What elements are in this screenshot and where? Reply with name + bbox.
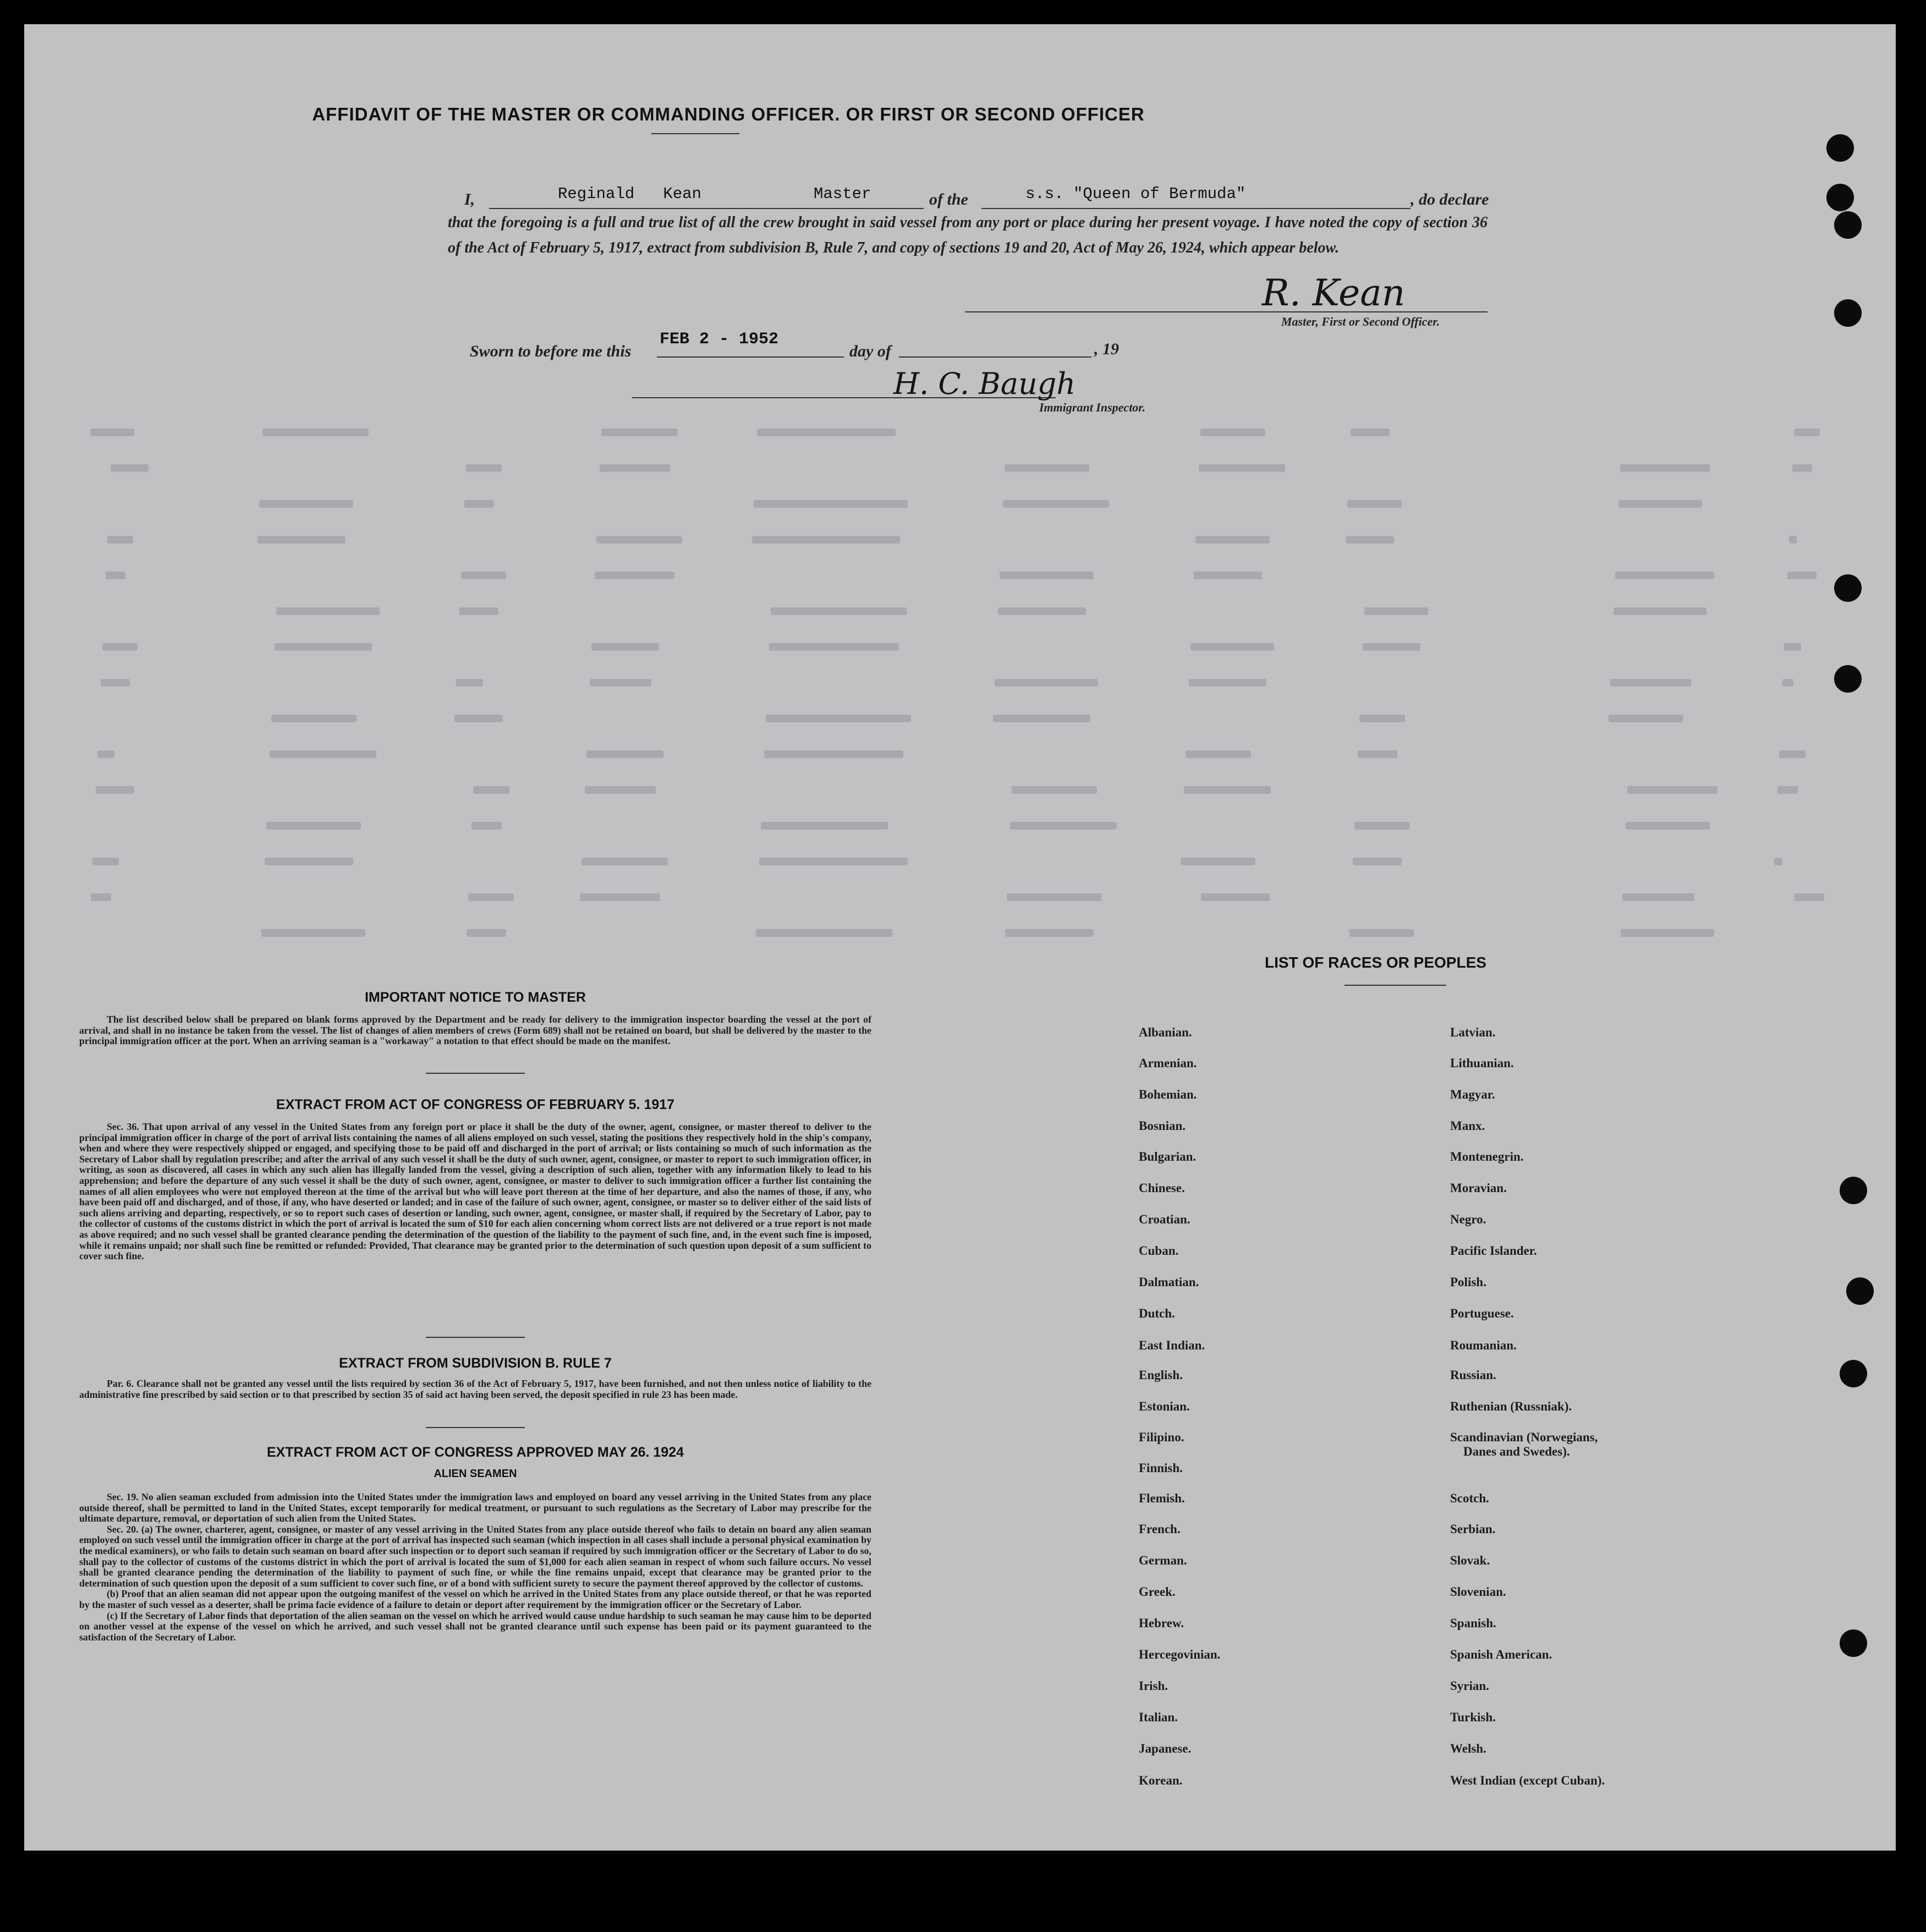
bleed-mark: [101, 679, 130, 687]
race-item: Russian.: [1450, 1368, 1496, 1382]
section-divider: [426, 1073, 525, 1074]
bleed-mark: [276, 607, 380, 615]
race-item: Hebrew.: [1139, 1616, 1184, 1630]
bleed-mark: [1622, 893, 1694, 901]
race-item: Polish.: [1450, 1275, 1486, 1289]
bleed-mark: [1010, 822, 1117, 830]
bleed-mark: [771, 607, 907, 615]
race-item: Cuban.: [1139, 1244, 1179, 1258]
bleed-mark: [586, 750, 663, 758]
race-item: Turkish.: [1450, 1710, 1496, 1724]
bleed-mark: [590, 679, 651, 687]
race-item: Spanish American.: [1450, 1648, 1552, 1661]
bleed-mark: [766, 715, 911, 722]
bleed-mark: [459, 607, 498, 615]
bleed-mark: [1789, 536, 1797, 544]
bleed-mark: [1794, 429, 1820, 436]
bleed-mark: [270, 750, 376, 758]
manifest-page: [24, 24, 1896, 1851]
bleed-mark: [585, 786, 656, 794]
rule-7-body: [79, 1379, 871, 1400]
bleed-mark: [262, 429, 369, 436]
bleed-mark: [266, 822, 361, 830]
notice-title: IMPORTANT NOTICE TO MASTER: [365, 990, 586, 1005]
bleed-mark: [1005, 929, 1094, 937]
bleed-mark: [1620, 464, 1710, 472]
bleed-mark: [1349, 929, 1414, 937]
race-item: Magyar.: [1450, 1088, 1495, 1101]
race-item: Dalmatian.: [1139, 1275, 1199, 1289]
bleed-mark: [90, 429, 134, 436]
notice-paragraph: The list described below shall be prepared on blank forms approved by the Department and be ready for delivery to the immigration inspector boarding the vessel at the port of arrival, and shall in no instance be taken from the vessel. The list of changes of alien members of crews (Form 689) shall not be retained on board, but shall be delivered by the master to the principal immigration officer at the port. When an arriving seaman is a "workaway" a notation to that effect should be made on the manifest.: [79, 1014, 871, 1047]
vessel-rule: [981, 208, 1411, 209]
bleed-mark: [91, 893, 111, 901]
race-item: Irish.: [1139, 1679, 1168, 1693]
bleed-mark: [1353, 858, 1402, 865]
bleed-mark: [461, 572, 506, 579]
master-name: Reginald Kean: [558, 185, 702, 203]
race-item: Japanese.: [1139, 1742, 1192, 1755]
master-label: Master, First or Second Officer.: [1281, 315, 1440, 328]
race-item: Welsh.: [1450, 1742, 1486, 1755]
punch-hole: [1840, 1177, 1867, 1204]
race-item: Montenegrin.: [1450, 1150, 1524, 1163]
bleed-mark: [111, 464, 149, 472]
bleed-mark: [261, 929, 365, 937]
bleed-mark: [580, 893, 660, 901]
bleed-mark: [1354, 822, 1409, 830]
bleed-mark: [1784, 643, 1801, 651]
name-rule: [489, 208, 924, 209]
bleed-mark: [1194, 572, 1262, 579]
act-1924-body: [79, 1492, 871, 1643]
bleed-mark: [757, 429, 896, 436]
bleed-mark: [1189, 679, 1266, 687]
section-divider: [426, 1427, 525, 1428]
bleed-mark: [754, 500, 908, 508]
rule-7-paragraph-6: Par. 6. Clearance shall not be granted any vessel until the lists required by section 36 of the Act of February 5, 1917, have been furnished, and not then unless notice of liability to the administrative fine prescribed by said section or to that prescribed by section 35 of said act having been served, the deposit specified in rule 23 has been made.: [79, 1378, 871, 1400]
bleed-mark: [995, 679, 1098, 687]
year-prefix: , 19: [1094, 340, 1119, 358]
bleed-mark: [1007, 893, 1101, 901]
race-item: Greek.: [1139, 1585, 1176, 1599]
race-item: Armenian.: [1139, 1056, 1197, 1070]
bleed-mark: [1774, 858, 1782, 865]
race-item: Italian.: [1139, 1710, 1178, 1724]
act-1917-section-36: Sec. 36. That upon arrival of any vessel in the United States from any foreign port or place it shall be the duty of the owner, agent, consignee, or master thereof to deliver to the principal immigration officer in charge of the port of arrival lists containing the names of all aliens employed on such vessel, stating the positions they respectively hold in the ship's company, when and where they were respectively shipped or engaged, and specifying those to be paid off and discharged in the port of arrival; or lists containing so much of such information as the Secretary of Labor shall by regulation prescribe; and after the arrival of any such vessel it shall be the duty of such owner, agent, consignee, or master to report to such immigration officer, in writing, as soon as discovered, all cases in which any such alien has illegally landed from the vessel, giving a description of such alien, together with any information likely to lead to his apprehension; and before the departure of any such vessel it shall be the duty of such owner, agent, consignee, or master to deliver to such immigration officer a further list containing the names of all alien employees who were not employed thereon at the time of the arrival but who will leave port thereon at the time of her departure, and also the names of those, if any, who have been paid off and discharged, and of those, if any, who have deserted or landed; and in case of the failure of such owner, agent, consignee, or master so to deliver either of the said lists of such aliens arriving and departing, respectively, or so to report such cases of desertion or landing, such owner, agent, consignee, or master shall, if required by the Secretary of Labor, pay to the collector of customs of the customs district in which the port of arrival is located the sum of $10 for each alien concerning whom correct lists are not delivered or a true report is not made as above required; and no such vessel shall be granted clearance pending the determination of the question of the liability to the payment of such fine, and, in the event such fine is imposed, while it remains unpaid; nor shall such fine be remitted or refunded: Provided, That clearance may be granted prior to the determination of such question upon deposit of a sum sufficient to cover such fine.: [79, 1121, 871, 1262]
act-1917-body: [79, 1122, 871, 1262]
bleed-mark: [1190, 643, 1274, 651]
bleed-mark: [1609, 715, 1683, 722]
bleed-mark: [96, 786, 134, 794]
act-1924-section-20a: Sec. 20. (a) The owner, charterer, agent, consignee, or master of any vessel arriving in the United States from any place outside thereof who fails to detain on board any alien seaman employed on such vessel until the immigration officer in charge at the port of arrival has inspected such seaman (which inspection in all cases shall include a personal physical examination by the medical examiners), or who fails to detain such seaman on board after such inspection or to deport such seaman if required by such immigration officer or the Secretary of Labor to do so, shall pay to the collector of customs of the customs district in which the port of arrival is located the sum of $1,000 for each alien seaman in respect of whom such failure occurs. No vessel shall be granted clearance pending the determination of the liability to payment of such fine, or while the fine remains unpaid, except that clearance may be granted prior to the determination of such question upon the deposit of a sum sufficient to cover such fine, or of a bond with sufficient surety to secure the payment thereof approved by the collector of customs.: [79, 1523, 871, 1589]
affidavit-title: AFFIDAVIT OF THE MASTER OR COMMANDING OFFICER. OR FIRST OR SECOND OFFICER: [312, 104, 1145, 124]
declaration-of-the: of the: [929, 190, 968, 208]
race-item: German.: [1139, 1554, 1187, 1567]
bleed-mark: [456, 679, 483, 687]
punch-hole: [1834, 299, 1862, 327]
race-item: Spanish.: [1450, 1616, 1496, 1630]
bleed-mark: [1346, 536, 1394, 544]
bleed-mark: [1618, 500, 1702, 508]
race-item: Slovak.: [1450, 1554, 1490, 1567]
bleed-mark: [595, 572, 674, 579]
race-item: Filipino.: [1139, 1430, 1184, 1444]
race-item: English.: [1139, 1368, 1183, 1382]
bleed-mark: [1195, 536, 1270, 544]
race-item: Bohemian.: [1139, 1088, 1197, 1101]
bleed-mark: [1364, 607, 1428, 615]
act-1924-section-20c: (c) If the Secretary of Labor finds that deportation of the alien seaman on the vessel on which he arrived would cause undue hardship to such seaman he may cause him to be deported on another vessel at the expense of the vessel on which he arrived, and such vessel shall not be granted clearance until such expense has been paid or its payment guaranteed to the satisfaction of the Secretary of Labor.: [79, 1610, 871, 1643]
race-item: Pacific Islander.: [1450, 1244, 1537, 1258]
bleed-mark: [1610, 679, 1691, 687]
act-1924-section-20b: (b) Proof that an alien seaman did not appear upon the outgoing manifest of the vessel on which he arrived in the United States from any place outside thereof, or that he was reported by the master of such vessel as a deserter, shall be prima facie evidence of a failure to detain or deport after requirement by the immigration officer or the Secretary of Labor.: [79, 1588, 871, 1610]
bleed-mark: [1351, 429, 1390, 436]
declaration-do-declare: , do declare: [1411, 190, 1489, 208]
bleed-mark: [993, 715, 1090, 722]
punch-hole: [1834, 574, 1862, 602]
bleed-mark: [1184, 786, 1271, 794]
bleed-mark: [1792, 464, 1812, 472]
race-item: Negro.: [1450, 1212, 1486, 1226]
bleed-mark: [106, 572, 125, 579]
bleed-mark: [259, 500, 353, 508]
race-item: Danes and Swedes).: [1463, 1445, 1570, 1458]
declaration-body: that the foregoing is a full and true list of all the crew brought in said vessel from any port or place during her present voyage. I have noted the copy of section 36 of the Act of February 5, 1917, extract from subdivision B, Rule 7, and copy of sections 19 and 20, Act of May 26, 1924, which appear below.: [448, 214, 1488, 256]
race-item: Moravian.: [1450, 1181, 1507, 1195]
act-1924-title: EXTRACT FROM ACT OF CONGRESS APPROVED MAY 26. 1924: [266, 1445, 684, 1460]
race-item: Albanian.: [1139, 1025, 1192, 1039]
bleed-mark: [1359, 715, 1405, 722]
act-1924-section-19: Sec. 19. No alien seaman excluded from admission into the United States under the immigration laws and employed on board any vessel arriving in the United States from any place outside thereof, shall be permitted to land in the United States, except temporarily for medical treatment, or pursuant to such regulations as the Secretary of Labor may prescribe for the ultimate departure, removal, or deportation of such alien from the United States.: [79, 1491, 871, 1524]
race-item: Serbian.: [1450, 1522, 1496, 1536]
bleed-mark: [1200, 429, 1265, 436]
declaration-i: I,: [464, 190, 475, 208]
bleed-mark: [464, 500, 494, 508]
master-signature: R. Kean: [1262, 272, 1406, 314]
bleed-mark: [471, 822, 502, 830]
bleed-mark: [1615, 572, 1714, 579]
bleed-mark: [97, 750, 114, 758]
bleed-mark: [275, 643, 372, 651]
punch-hole: [1826, 184, 1854, 211]
bleed-mark: [1003, 500, 1109, 508]
act-1917-title: EXTRACT FROM ACT OF CONGRESS OF FEBRUARY 5. 1917: [276, 1097, 675, 1112]
race-item: Croatian.: [1139, 1212, 1190, 1226]
bleed-mark: [1795, 893, 1824, 901]
race-item: Manx.: [1450, 1119, 1485, 1133]
race-item: Chinese.: [1139, 1181, 1185, 1195]
bleed-mark: [1777, 786, 1798, 794]
bleed-mark: [1363, 643, 1420, 651]
bleed-mark: [764, 750, 903, 758]
bleed-mark: [454, 715, 503, 722]
bleed-mark: [1000, 572, 1094, 579]
vessel-name: s.s. "Queen of Bermuda": [1025, 185, 1246, 203]
bleed-mark: [591, 643, 659, 651]
race-item: Dutch.: [1139, 1307, 1175, 1320]
bleed-mark: [1186, 750, 1251, 758]
race-item: Portuguese.: [1450, 1307, 1514, 1320]
inspector-label: Immigrant Inspector.: [1039, 400, 1146, 414]
bleed-mark: [271, 715, 356, 722]
bleed-mark: [466, 464, 502, 472]
sworn-rule: [657, 356, 844, 358]
master-signature-rule: [965, 311, 1488, 312]
race-item: West Indian (except Cuban).: [1450, 1774, 1605, 1787]
race-item: Slovenian.: [1450, 1585, 1506, 1599]
bleed-mark: [1012, 786, 1097, 794]
race-item: Estonian.: [1139, 1399, 1190, 1413]
bleed-mark: [600, 464, 670, 472]
section-divider: [426, 1337, 525, 1338]
bleed-mark: [467, 929, 506, 937]
rule-7-title: EXTRACT FROM SUBDIVISION B. RULE 7: [339, 1355, 612, 1371]
race-item: Latvian.: [1450, 1025, 1496, 1039]
race-item: Syrian.: [1450, 1679, 1489, 1693]
act-1924-subtitle: ALIEN SEAMEN: [434, 1468, 517, 1480]
inspector-signature: H. C. Baugh: [893, 366, 1076, 401]
bleed-mark: [756, 929, 892, 937]
bleed-mark: [1201, 893, 1270, 901]
bleed-mark: [473, 786, 509, 794]
bleed-mark: [1347, 500, 1402, 508]
bleed-mark: [759, 858, 908, 865]
bleed-mark: [601, 429, 678, 436]
race-item: Korean.: [1139, 1774, 1183, 1787]
sworn-date-stamp: FEB 2 - 1952: [660, 330, 779, 349]
race-item: Ruthenian (Russniak).: [1450, 1399, 1572, 1413]
bleed-mark: [1627, 786, 1718, 794]
bleed-mark: [769, 643, 899, 651]
bleed-mark: [596, 536, 682, 544]
race-item: Flemish.: [1139, 1491, 1185, 1505]
bleed-mark: [1005, 464, 1089, 472]
punch-hole: [1846, 1277, 1874, 1305]
races-title-underline: [1345, 985, 1446, 986]
bleed-mark: [1358, 750, 1397, 758]
bleed-mark: [752, 536, 900, 544]
title-underline: [651, 133, 739, 134]
race-item: Scandinavian (Norwegians,: [1450, 1430, 1598, 1444]
bleed-mark: [1181, 858, 1255, 865]
sworn-label: Sworn to before me this: [470, 342, 632, 360]
race-item: Hercegovinian.: [1139, 1648, 1221, 1661]
bleed-mark: [468, 893, 514, 901]
race-item: Roumanian.: [1450, 1338, 1517, 1352]
bleed-mark: [1614, 607, 1706, 615]
bleed-mark: [1621, 929, 1714, 937]
bleed-mark: [107, 536, 133, 544]
punch-hole: [1834, 665, 1862, 693]
race-item: Lithuanian.: [1450, 1056, 1514, 1070]
race-item: Scotch.: [1450, 1491, 1489, 1505]
bleed-mark: [581, 858, 668, 865]
bleed-mark: [1199, 464, 1285, 472]
bleed-mark: [265, 858, 353, 865]
race-item: French.: [1139, 1522, 1181, 1536]
bleed-mark: [998, 607, 1086, 615]
race-item: Bosnian.: [1139, 1119, 1186, 1133]
race-item: Bulgarian.: [1139, 1150, 1197, 1163]
punch-hole: [1840, 1360, 1867, 1387]
day-of-label: day of: [849, 342, 891, 360]
bleed-mark: [102, 643, 138, 651]
master-rank: Master: [814, 185, 871, 203]
notice-body: [79, 1014, 871, 1047]
race-item: Finnish.: [1139, 1461, 1183, 1475]
bleed-mark: [1626, 822, 1710, 830]
bleed-mark: [92, 858, 119, 865]
bleed-mark: [1787, 572, 1817, 579]
bleed-mark: [1779, 750, 1806, 758]
bleed-mark: [257, 536, 345, 544]
punch-hole: [1840, 1629, 1867, 1657]
punch-hole: [1834, 211, 1862, 239]
bleed-mark: [761, 822, 888, 830]
bleed-mark: [1782, 679, 1793, 687]
punch-hole: [1826, 134, 1854, 162]
race-item: East Indian.: [1139, 1338, 1205, 1352]
day-rule: [899, 356, 1091, 358]
races-title: LIST OF RACES OR PEOPLES: [1265, 954, 1486, 971]
